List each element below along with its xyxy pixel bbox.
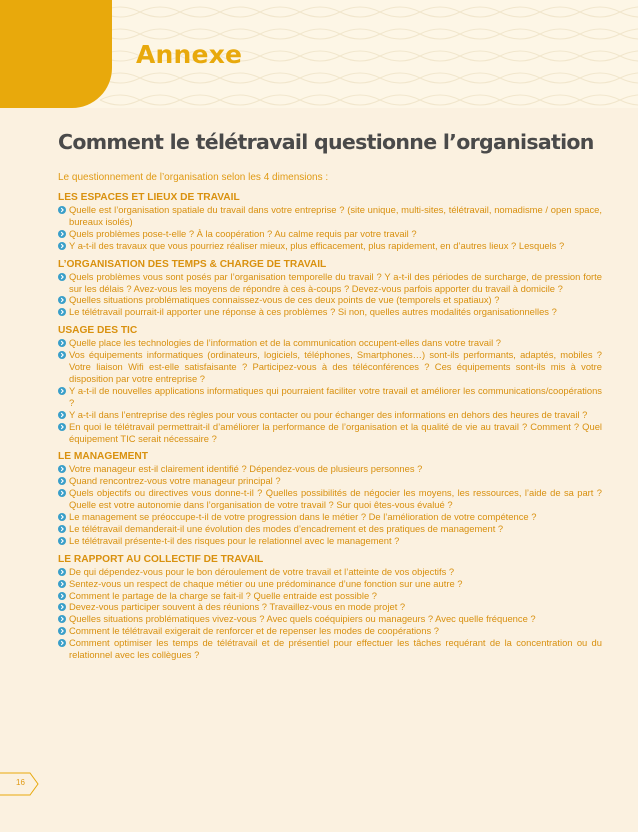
- question-item: [58, 475, 602, 487]
- question-item: [58, 637, 602, 661]
- question-item: [58, 511, 602, 523]
- page-number-tab: [0, 772, 40, 796]
- chevron-circle-icon: [58, 206, 66, 214]
- page-number: 16: [16, 778, 25, 787]
- header-band: [0, 0, 638, 108]
- question-list: [58, 271, 602, 319]
- question-item: [58, 487, 602, 511]
- chevron-circle-icon: [58, 615, 66, 623]
- question-text: Le management se préoccupe-t-il de votre progression dans le métier ? De l’amélioration de votre compétence ?: [69, 511, 537, 523]
- chevron-circle-icon: [58, 603, 66, 611]
- question-item: [58, 240, 602, 252]
- chevron-circle-icon: [58, 387, 66, 395]
- question-item: [58, 337, 602, 349]
- question-item: [58, 349, 602, 385]
- header-accent-tab: [0, 0, 112, 108]
- question-item: [58, 306, 602, 318]
- chevron-circle-icon: [58, 627, 66, 635]
- question-section: [58, 554, 602, 661]
- chevron-circle-icon: [58, 339, 66, 347]
- question-item: [58, 566, 602, 578]
- question-list: [58, 204, 602, 252]
- chevron-circle-icon: [58, 592, 66, 600]
- question-text: Quelle place les technologies de l’information et de la communication occupent-elles dans votre travail ?: [69, 337, 502, 349]
- question-item: [58, 421, 602, 445]
- question-text: Y a-t-il des travaux que vous pourriez réaliser mieux, plus efficacement, plus rapidement, en d’autres lieux ? Lesquels ?: [69, 239, 565, 251]
- question-text: Le télétravail présente-t-il des risques pour le relationnel avec le management ?: [69, 534, 400, 546]
- question-item: [58, 590, 602, 602]
- question-item: [58, 228, 602, 240]
- question-item: [58, 409, 602, 421]
- question-text: Quels objectifs ou directives vous donne-t-il ? Quelles possibilités de négocier les moyens, les ressources, l’aide de sa part ? Quelle est votre autonomie dans l’organisation de votre travail ? Sur quoi êtes-vous évalué ?: [69, 487, 602, 511]
- question-text: Comment le partage de la charge se fait-il ? Quelle entraide est possible ?: [69, 589, 377, 601]
- chevron-circle-icon: [58, 296, 66, 304]
- question-section: [58, 192, 602, 252]
- chevron-circle-icon: [58, 477, 66, 485]
- question-item: [58, 294, 602, 306]
- question-item: [58, 625, 602, 637]
- chevron-circle-icon: [58, 580, 66, 588]
- chevron-circle-icon: [58, 308, 66, 316]
- section-heading: LES ESPACES ET LIEUX DE TRAVAIL: [58, 192, 240, 203]
- question-list: [58, 337, 602, 444]
- question-text: Quels problèmes pose-t-elle ? À la coopération ? Au calme requis par votre travail ?: [69, 227, 417, 239]
- question-sections: [58, 192, 602, 661]
- question-item: [58, 523, 602, 535]
- main-content: [58, 130, 602, 668]
- question-text: En quoi le télétravail permettrait-il d’améliorer la performance de l’organisation et la qualité de vie au travail ? Comment ? Quel équipement TIC serait nécessaire ?: [69, 420, 602, 444]
- question-section: [58, 451, 602, 546]
- question-item: [58, 385, 602, 409]
- question-text: Comment optimiser les temps de télétravail et de présentiel pour effectuer les tâches requérant de la concentration ou du relationnel avec les collègues ?: [69, 637, 602, 661]
- question-item: [58, 271, 602, 295]
- chevron-circle-icon: [58, 639, 66, 647]
- question-item: [58, 613, 602, 625]
- intro-text: Le questionnement de l’organisation selon les 4 dimensions :: [58, 172, 329, 183]
- question-text: Devez-vous participer souvent à des réunions ? Travaillez-vous en mode projet ?: [69, 601, 406, 613]
- chevron-circle-icon: [58, 242, 66, 250]
- chevron-circle-icon: [58, 411, 66, 419]
- question-item: [58, 463, 602, 475]
- chevron-circle-icon: [58, 513, 66, 521]
- question-text: Le télétravail pourrait-il apporter une réponse à ces problèmes ? Si non, quelles autres modalités organisationnelles ?: [69, 306, 557, 318]
- question-item: [58, 578, 602, 590]
- section-heading: L’ORGANISATION DES TEMPS & CHARGE DE TRAVAIL: [58, 258, 327, 270]
- question-text: Quels problèmes vous sont posés par l’organisation temporelle du travail ? Y a-t-il des périodes de surcharge, de pression forte sur les délais ? Avez-vous les moyens de répondre à ces à-coups ? Devez-vous parfois apporter du travail à domicile ?: [69, 270, 602, 294]
- question-text: Quelles situations problématiques vivez-vous ? Avec quels coéquipiers ou manageurs ? Avec quelle fréquence ?: [69, 613, 536, 625]
- section-heading: LE RAPPORT AU COLLECTIF DE TRAVAIL: [58, 553, 264, 565]
- chevron-circle-icon: [58, 465, 66, 473]
- question-text: Votre manageur est-il clairement identifié ? Dépendez-vous de plusieurs personnes ?: [69, 463, 423, 475]
- question-text: De qui dépendez-vous pour le bon déroulement de votre travail et l’atteinte de vos objectifs ?: [69, 565, 455, 577]
- chevron-circle-icon: [58, 489, 66, 497]
- question-text: Le télétravail demanderait-il une évolution des modes d’encadrement et des pratiques de management ?: [69, 522, 504, 534]
- section-heading: LE MANAGEMENT: [58, 451, 148, 463]
- question-section: [58, 259, 602, 319]
- question-item: [58, 204, 602, 228]
- question-text: Quand rencontrez-vous votre manageur principal ?: [69, 475, 281, 487]
- question-text: Y a-t-il de nouvelles applications informatiques qui pourraient faciliter votre travail et améliorer les communications/coopérations ?: [69, 384, 602, 408]
- question-text: Sentez-vous un respect de chaque métier ou une prédominance d’une fonction sur une autre ?: [69, 577, 463, 589]
- question-text: Y a-t-il dans l’entreprise des règles pour vous contacter ou pour échanger des informations en dehors des heures de travail ?: [69, 408, 588, 420]
- page-title: Comment le télétravail questionne l’organisation: [58, 130, 594, 154]
- question-text: Quelle est l’organisation spatiale du travail dans votre entreprise ? (site unique, multi-sites, télétravail, nomadisme / open space, bureaux isolés): [69, 204, 602, 227]
- chevron-circle-icon: [58, 351, 66, 359]
- section-title: Annexe: [136, 40, 243, 69]
- question-text: Quelles situations problématiques connaissez-vous de ces deux points de vue (temporels et spatiaux) ?: [69, 294, 500, 306]
- chevron-circle-icon: [58, 230, 66, 238]
- chevron-circle-icon: [58, 525, 66, 533]
- chevron-circle-icon: [58, 273, 66, 281]
- question-list: [58, 463, 602, 546]
- chevron-circle-icon: [58, 568, 66, 576]
- question-text: Comment le télétravail exigerait de renforcer et de repenser les modes de coopérations ?: [69, 625, 439, 637]
- question-text: Vos équipements informatiques (ordinateurs, logiciels, téléphones, Smartphones…) sont-ils performants, adaptés, mobiles ? Votre liaison Wifi est-elle satisfaisante ? Participez-vous à des téléconférences ? Ces équipements sont-ils mis à votre disposition par votre entreprise ?: [69, 349, 602, 384]
- section-heading: USAGE DES TIC: [58, 325, 138, 337]
- chevron-circle-icon: [58, 537, 66, 545]
- question-item: [58, 535, 602, 547]
- chevron-circle-icon: [58, 423, 66, 431]
- question-item: [58, 601, 602, 613]
- question-list: [58, 566, 602, 661]
- question-section: [58, 325, 602, 444]
